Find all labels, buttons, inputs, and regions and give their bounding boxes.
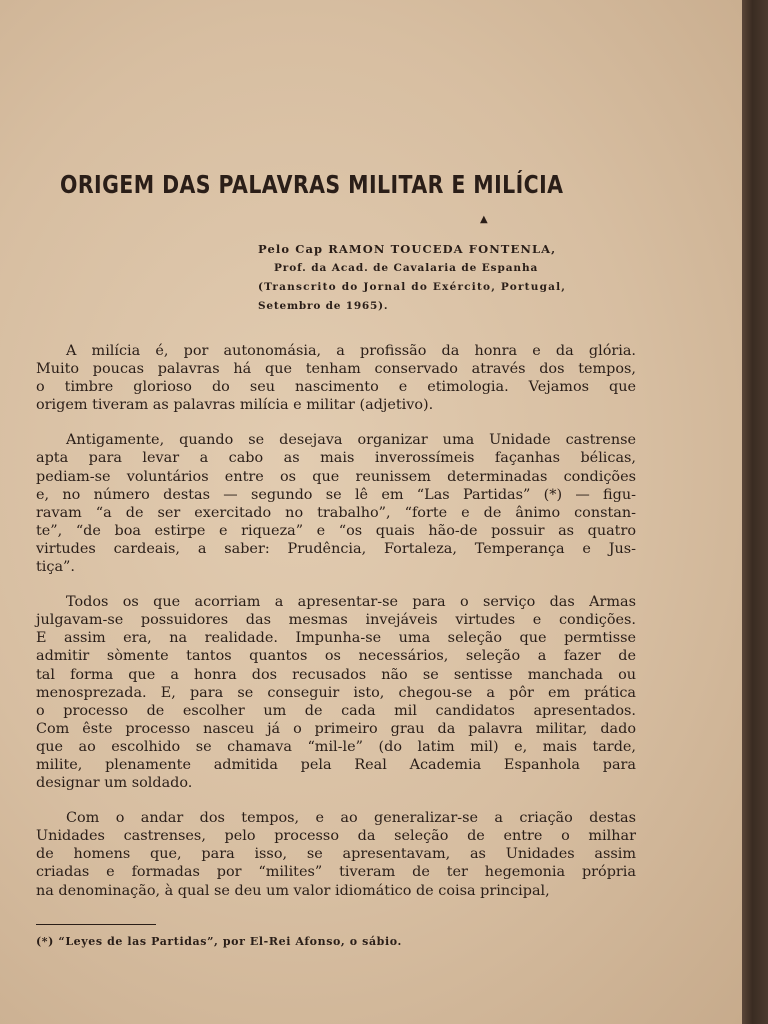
text-line: Todos os que acorriam a apresentar-se para o serviço das Armas — [66, 594, 636, 611]
text-line: o processo de escolher um de cada mil candidatos apresentados. — [36, 702, 636, 719]
byline-date: Setembro de 1965). — [258, 300, 389, 312]
binding-edge — [742, 0, 768, 1024]
byline-affiliation: Prof. da Acad. de Cavalaria de Espanha — [274, 262, 539, 274]
text-line: que ao escolhido se chamava “mil-le” (do latim mil) e, mais tarde, — [36, 738, 636, 755]
text-line: tal forma que a honra dos recusados não se sentisse manchada ou — [36, 666, 636, 683]
text-line: te”, “de boa estirpe e riqueza” e “os quais hão-de possuir as quatro — [36, 522, 636, 539]
text-line: A milícia é, por autonomásia, a profissão da honra e da glória. — [66, 343, 636, 359]
text-line: apta para levar a cabo as mais inverossímeis façanhas bélicas, — [36, 450, 636, 467]
text-line: Com o andar dos tempos, e ao generalizar-se a criação destas — [66, 810, 636, 827]
text-line: admitir sòmente tantos quantos os necessários, seleção a fazer de — [36, 648, 636, 665]
text-line: criadas e formadas por “milites” tiveram de ter hegemonia própria — [36, 864, 636, 881]
text-line: julgavam-se possuidores das mesmas invejáveis virtudes e condições. — [36, 612, 636, 629]
byline-author: Pelo Cap RAMON TOUCEDA FONTENLA, — [258, 242, 557, 256]
byline-block — [258, 240, 678, 316]
title-separator-mark: ▲ — [480, 214, 488, 225]
text-line: o timbre glorioso do seu nascimento e etimologia. Vejamos que — [36, 379, 636, 396]
paragraph — [36, 593, 636, 792]
text-line: e, no número destas — segundo se lê em “Las Partidas” (*) — figu- — [36, 486, 636, 503]
article-body — [36, 342, 636, 917]
text-line: E assim era, na realidade. Impunha-se uma seleção que permtisse — [36, 630, 636, 647]
footnote-rule — [36, 924, 156, 925]
text-line: Antigamente, quando se desejava organizar uma Unidade castrense — [66, 432, 636, 449]
paragraph — [36, 431, 636, 576]
text-line: de homens que, para isso, se apresentavam, as Unidades assim — [36, 846, 636, 863]
article-title: ORIGEM DAS PALAVRAS MILITAR E MILÍCIA — [60, 170, 564, 199]
byline-source: (Transcrito do Jornal do Exército, Portugal, — [258, 281, 567, 293]
text-line: milite, plenamente admitida pela Real Academia Espanhola para — [36, 756, 636, 773]
text-line: tiça”. — [36, 559, 75, 576]
text-line: designar um soldado. — [36, 775, 193, 792]
footnote: (*) “Leyes de las Partidas”, por El-Rei Afonso, o sábio. — [36, 935, 402, 948]
text-line: virtudes cardeais, a saber: Prudência, Fortaleza, Temperança e Jus- — [36, 540, 636, 557]
text-line: ravam “a de ser exercitado no trabalho”, “forte e de ânimo constan- — [36, 504, 636, 521]
text-line: na denominação, à qual se deu um valor idiomático de coisa principal, — [36, 882, 550, 899]
text-line: Muito poucas palavras há que tenham conservado através dos tempos, — [36, 361, 636, 378]
text-line: Unidades castrenses, pelo processo da seleção de entre o milhar — [36, 828, 636, 845]
paragraph — [36, 342, 636, 414]
paragraph — [36, 809, 636, 899]
text-line: menosprezada. E, para se conseguir isto, chegou-se a pôr em prática — [36, 684, 636, 701]
text-line: Com êste processo nasceu já o primeiro grau da palavra militar, dado — [36, 720, 636, 737]
text-line: pediam-se voluntários entre os que reunissem determinadas condições — [36, 468, 636, 485]
text-line: origem tiveram as palavras milícia e militar (adjetivo). — [36, 397, 434, 414]
